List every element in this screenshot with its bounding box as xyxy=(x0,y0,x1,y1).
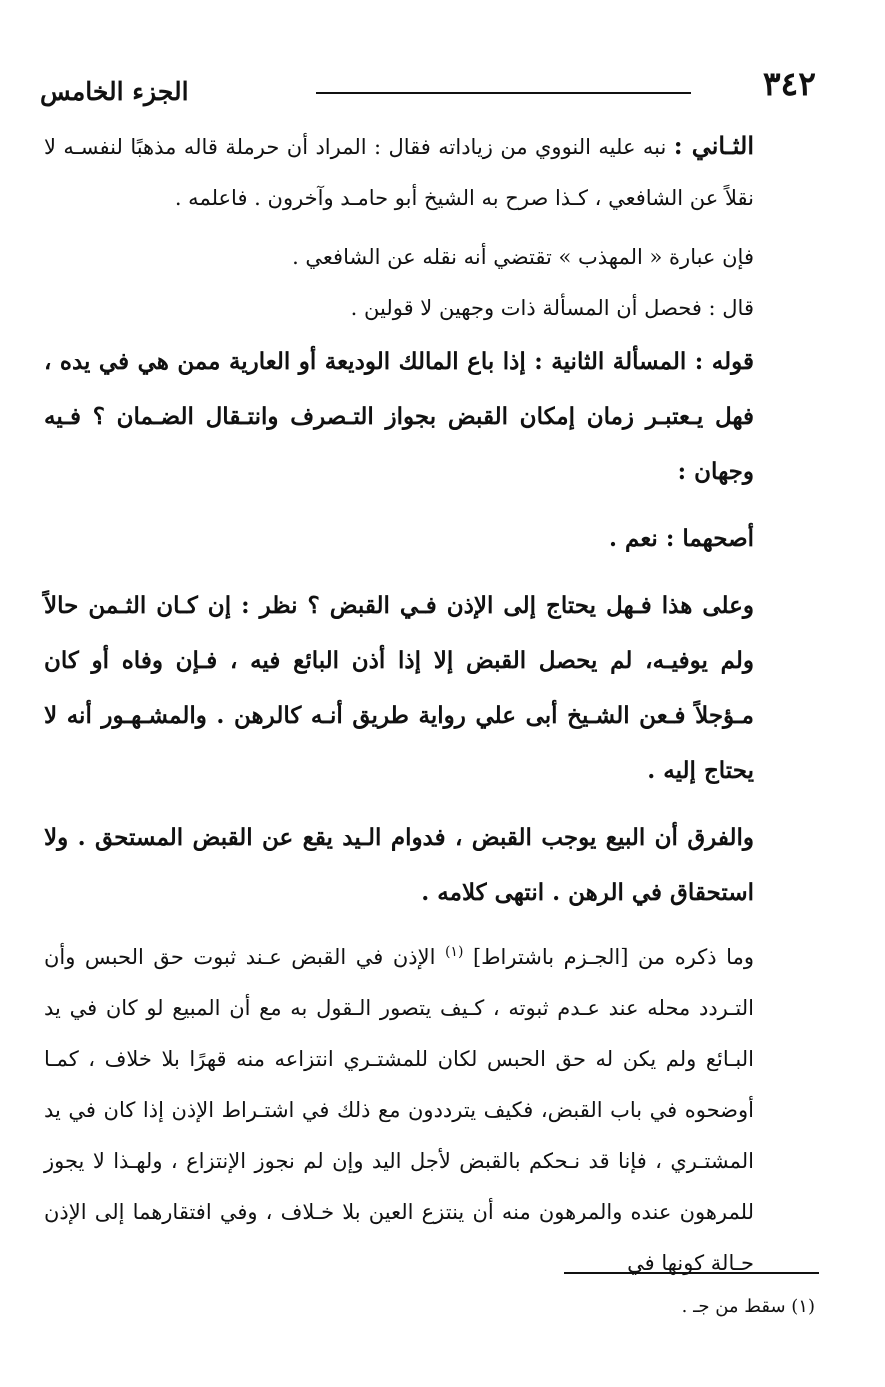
paragraph-text: الإذن في القبض عـند ثبوت حق الحبس وأن التـردد محله عند عـدم ثبوته ، كـيف يتصور الـقول به مع أن المبيع لو كان في يد البـائع ولم يكن له حق الحبس لكان للمشتـري انتزاعه منه قهرًا بلا خلاف ، كمـا أوضحوه في باب القبض، فكيف يترددون مع ذلك في اشتـراط الإذن إذا كان في يد المشتـري ، فإنا قد نـحكم بالقبض لأجل اليد وإن لم نجوز الإنتزاع ، ولهـذا لا يجوز للمرهون عنده والمرهون منه أن ينتزع العين بلا خـلاف ، وفي افتقارهما إلى الإذن حـالة كونها في xyxy=(44,945,754,1275)
main-text xyxy=(44,120,814,1289)
paragraph-text: وما ذكره من [الجـزم باشتراط] xyxy=(472,945,754,969)
header-rule xyxy=(316,92,691,94)
footnote-rule xyxy=(564,1272,819,1274)
quoted-paragraph: والفرق أن البيع يوجب القبض ، فدوام الـيد يقع عن القبض المستحق . ولا استحقاق في الرهن . انتهى كلامه . xyxy=(44,824,754,906)
paragraph: فإن عبارة « المهذب » تقتضي أنه نقله عن الشافعي . xyxy=(292,245,754,269)
paragraph: قال : فحصل أن المسألة ذات وجهين لا قولين . xyxy=(350,296,754,320)
part-title: الجزء الخامس xyxy=(40,77,189,106)
quoted-paragraph: وعلى هذا فـهل يحتاج إلى الإذن فـي القبض ؟ نظر : إن كـان الثـمن حالاً ولم يوفيـه، لم يحصل القبض إلا إذا أذن البائع فيه ، فـإن وفاه أو كان مـؤجلاً فـعن الشـيخ أبى علي رواية طريق أنـه كالرهن . والمشـهـور أنه لا يحتاج إليه . xyxy=(44,592,754,784)
quoted-paragraph: أصحهما : نعم . xyxy=(609,525,754,552)
page-number: ٣٤٢ xyxy=(762,64,816,103)
paragraph xyxy=(44,932,814,1289)
paragraph-text: نبه عليه النووي من زياداته فقال : المراد أن حرملة قاله مذهبًا لنفسـه لا نقلاً عن الشافعي ، كـذا صرح به الشيخ أبو حامـد وآخرون . فاعلمه . xyxy=(44,135,754,210)
running-header xyxy=(36,60,816,120)
footnote: (١) سقط من جـ . xyxy=(681,1296,815,1317)
paragraph-lead-word: الثـاني : xyxy=(673,131,754,160)
quoted-paragraph: قوله : المسألة الثانية : إذا باع المالك الوديعة أو العارية ممن هي في يده ، فهل يـعتبـر زمان إمكان القبض بجواز التـصرف وانتـقال الضـمان ؟ فـيه وجهان : xyxy=(44,348,754,485)
footnote-reference: (١) xyxy=(444,944,464,960)
paragraph xyxy=(44,120,814,224)
